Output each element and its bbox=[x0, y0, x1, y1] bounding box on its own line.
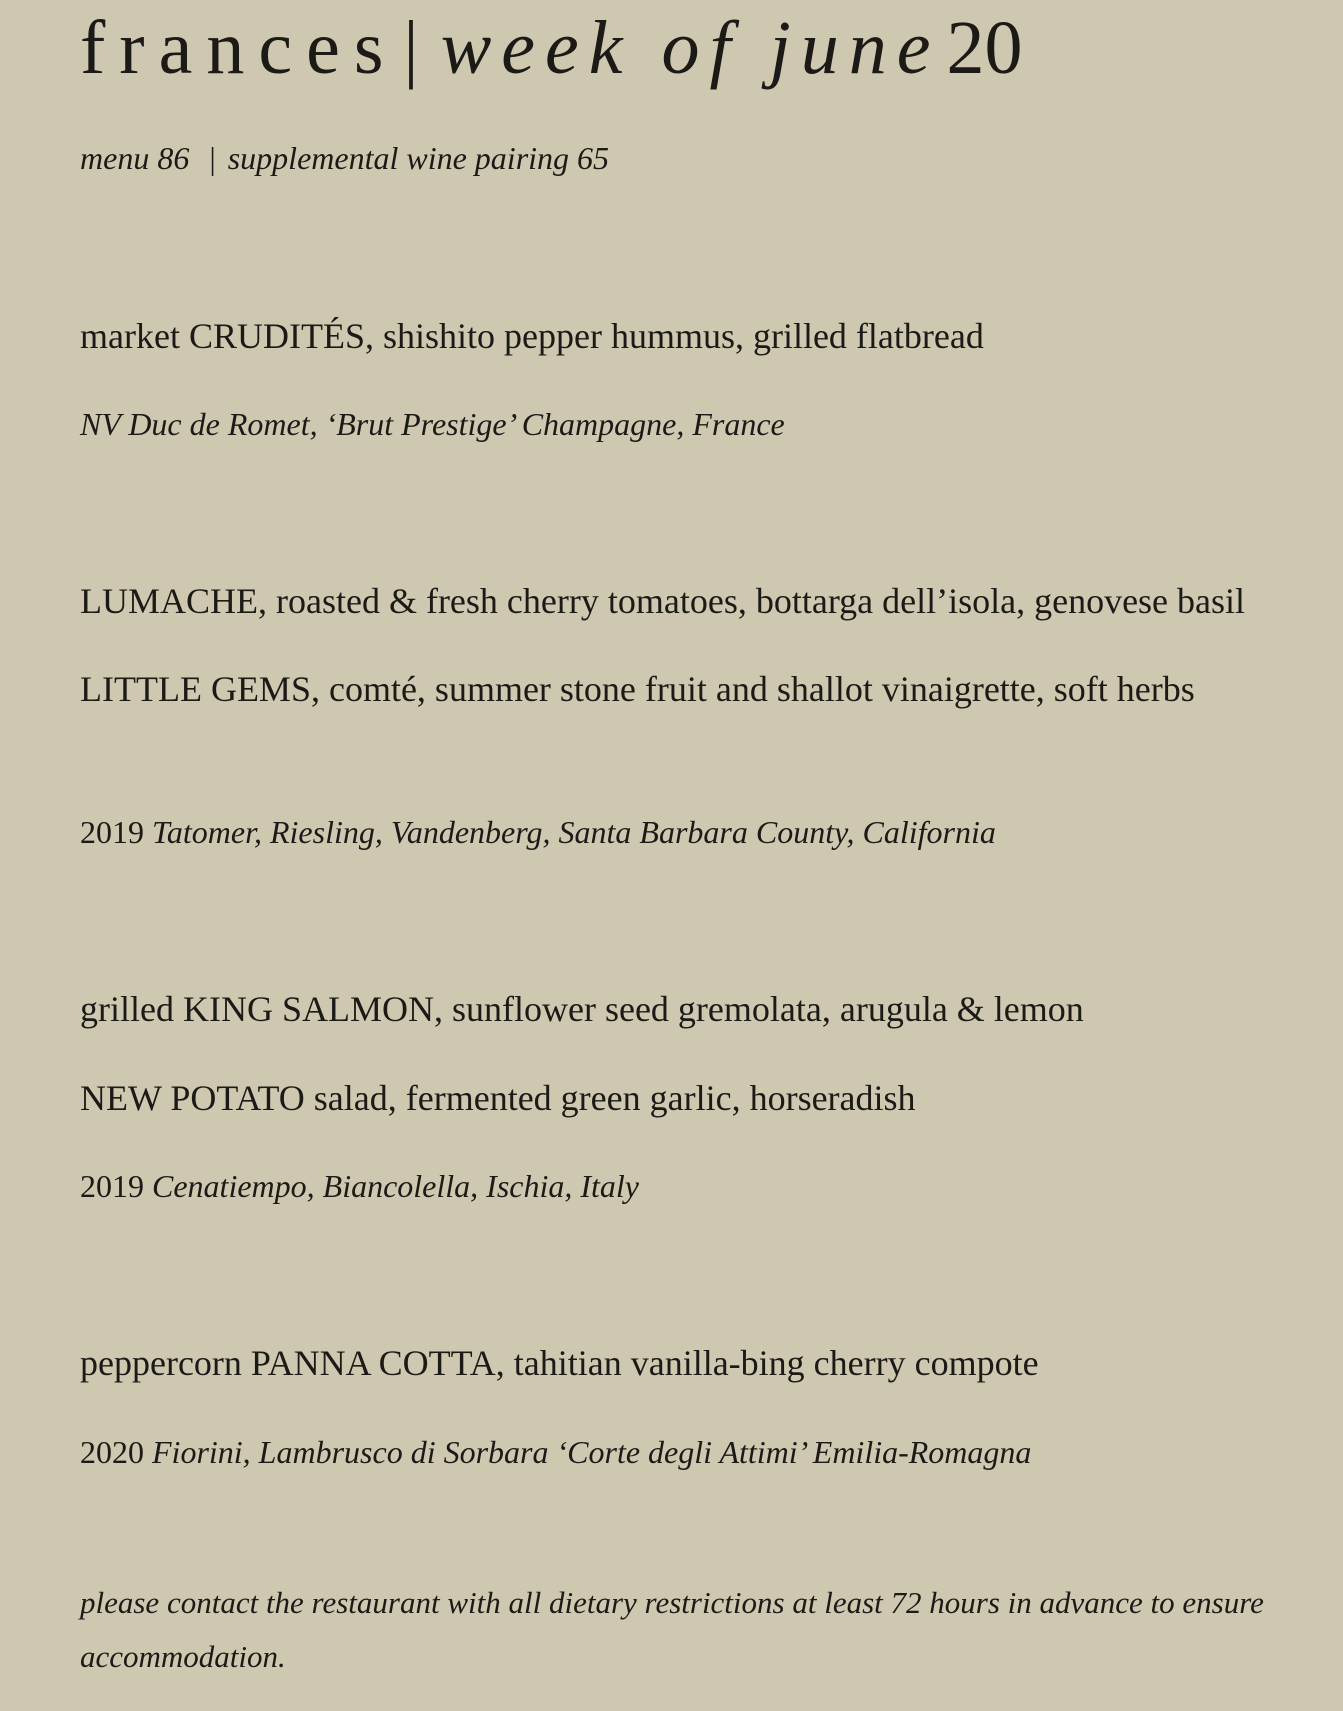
dish-prefix: peppercorn bbox=[80, 1343, 251, 1383]
wine-year: 2020 bbox=[80, 1434, 152, 1470]
dish-lumache bbox=[80, 583, 1245, 619]
dish-name: KING SALMON bbox=[182, 989, 434, 1029]
wine-name: NV Duc de Romet, ‘Brut Prestige’ Champagne, France bbox=[80, 406, 785, 442]
week-label: week of june bbox=[440, 6, 941, 90]
wine-pairing-3 bbox=[80, 1170, 639, 1202]
dish-little-gems bbox=[80, 671, 1195, 707]
dish-name: PANNA COTTA bbox=[250, 1343, 496, 1383]
dish-panna-cotta bbox=[80, 1345, 1039, 1381]
dish-description: , tahitian vanilla-bing cherry compote bbox=[495, 1343, 1039, 1383]
wine-year: 2019 bbox=[80, 814, 152, 850]
dish-new-potato bbox=[80, 1080, 916, 1116]
dietary-note: please contact the restaurant with all dietary restrictions at least 72 hours in advance to ensure accommodation. bbox=[80, 1585, 1264, 1674]
wine-name: Fiorini, Lambrusco di Sorbara ‘Corte degli Attimi’ Emilia-Romagna bbox=[152, 1434, 1032, 1470]
dish-prefix: market bbox=[80, 316, 189, 356]
dish-name: NEW POTATO bbox=[80, 1078, 305, 1118]
dish-description: , sunflower seed gremolata, arugula & lemon bbox=[433, 989, 1084, 1029]
pricing-separator: | bbox=[209, 140, 216, 176]
dish-description: , comté, summer stone fruit and shallot vinaigrette, soft herbs bbox=[310, 669, 1195, 709]
wine-name: Tatomer, Riesling, Vandenberg, Santa Barbara County, California bbox=[152, 814, 996, 850]
dish-name: CRUDITÉS bbox=[188, 316, 365, 356]
pricing-line bbox=[80, 140, 609, 177]
restaurant-name: frances bbox=[80, 6, 398, 90]
wine-pairing-1 bbox=[80, 408, 785, 440]
dish-description: salad, fermented green garlic, horseradish bbox=[304, 1078, 916, 1118]
dish-crudites bbox=[80, 318, 984, 354]
week-day: 20 bbox=[946, 6, 1023, 90]
wine-year: 2019 bbox=[80, 1168, 152, 1204]
wine-name: Cenatiempo, Biancolella, Ischia, Italy bbox=[152, 1168, 639, 1204]
wine-pairing-4 bbox=[80, 1436, 1031, 1468]
dish-prefix: grilled bbox=[80, 989, 183, 1029]
dish-king-salmon bbox=[80, 991, 1084, 1027]
dish-name: LUMACHE bbox=[80, 581, 258, 621]
dish-description: , shishito pepper hummus, grilled flatbread bbox=[364, 316, 984, 356]
dish-name: LITTLE GEMS bbox=[80, 669, 311, 709]
wine-pairing-2 bbox=[80, 816, 996, 848]
wine-pairing-price: supplemental wine pairing 65 bbox=[227, 140, 610, 176]
menu-price: menu 86 bbox=[80, 140, 190, 176]
title-separator: | bbox=[403, 6, 419, 90]
page-title bbox=[80, 6, 1023, 90]
dish-description: , roasted & fresh cherry tomatoes, bottarga dell’isola, genovese basil bbox=[258, 581, 1246, 621]
